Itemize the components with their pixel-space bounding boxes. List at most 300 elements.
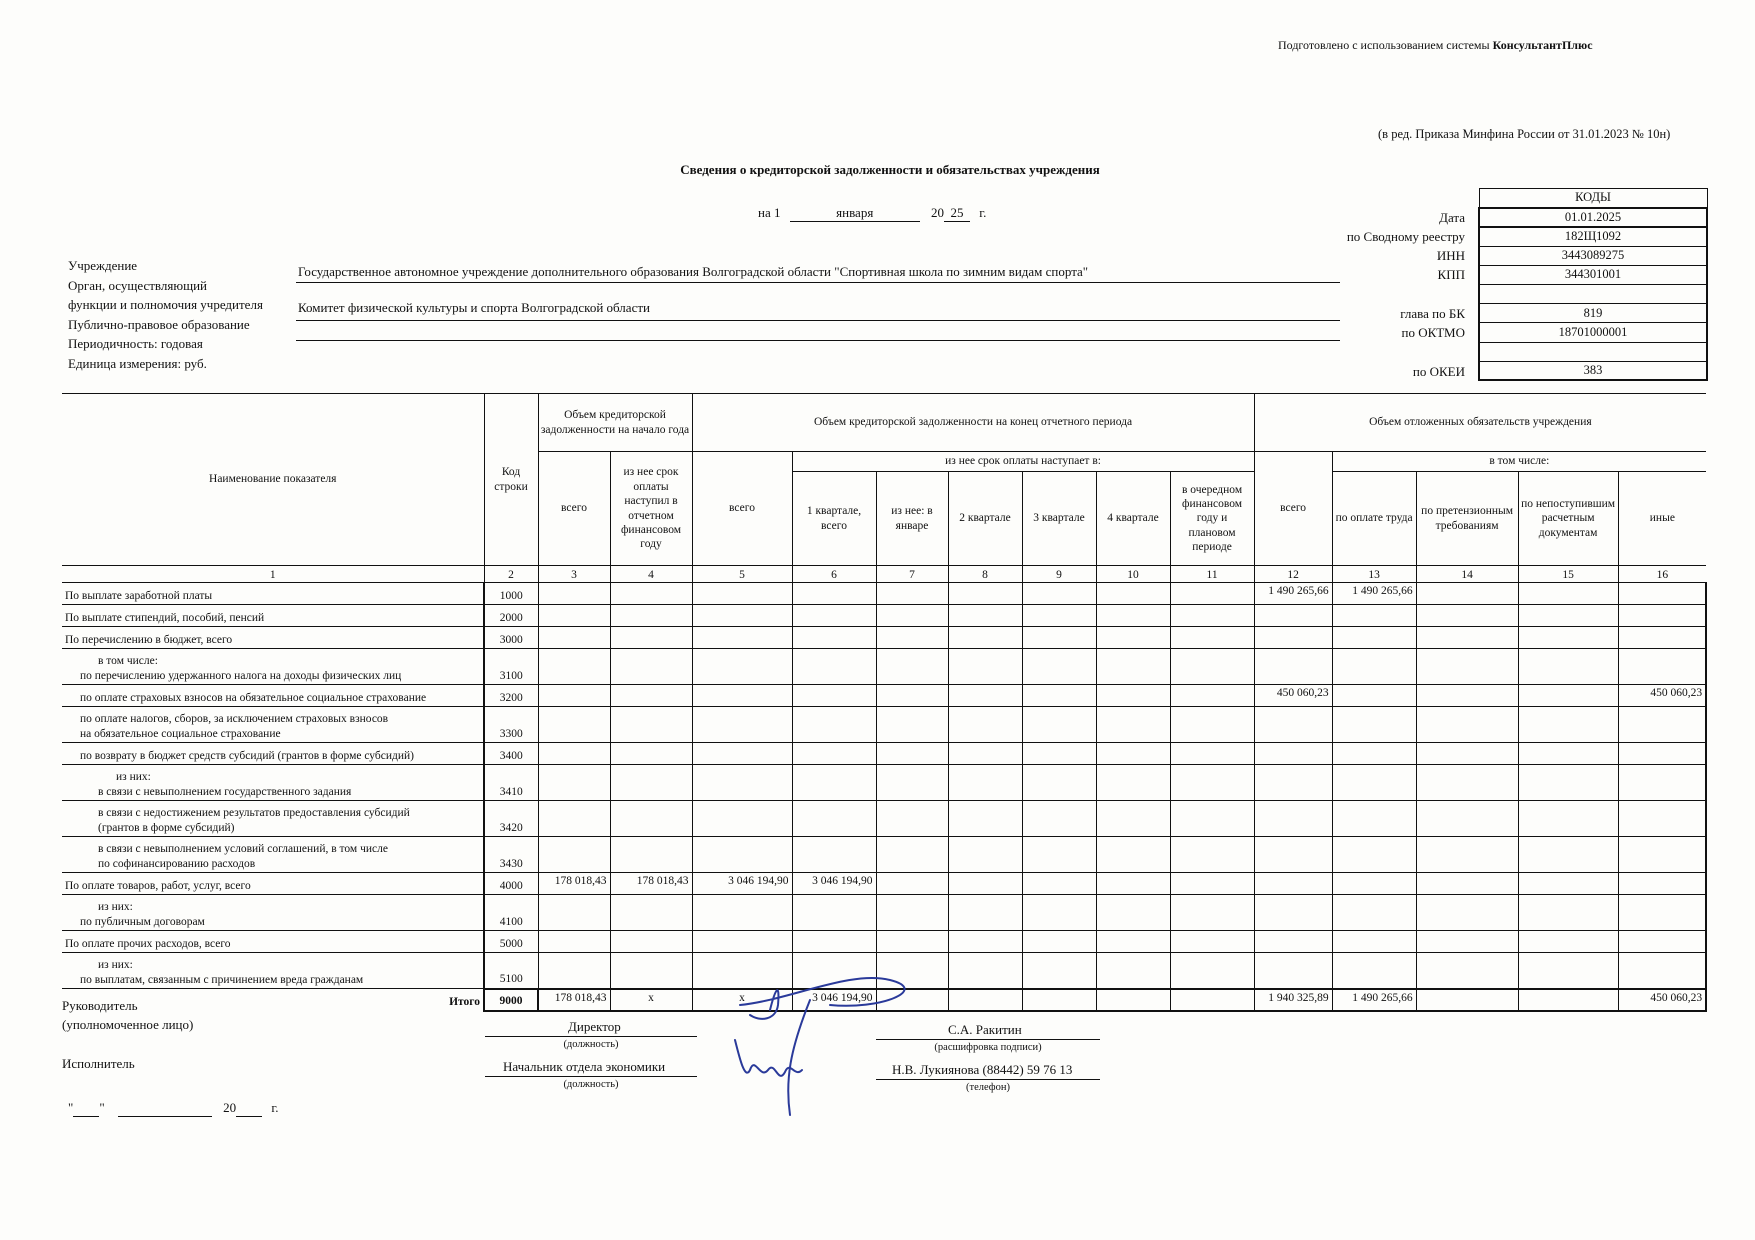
cell-col-14 (1416, 627, 1518, 649)
cell-col-8 (948, 707, 1022, 743)
cell-col-5 (692, 931, 792, 953)
cell-col-9 (1022, 743, 1096, 765)
cell-col-10 (1096, 605, 1170, 627)
cell-col-4 (610, 953, 692, 989)
h-start-overdue: из нее срок оплаты наступил в отчетном финансовом году (610, 452, 692, 566)
cell-col-6 (792, 605, 876, 627)
cell-col-11 (1170, 583, 1254, 605)
document-title: Сведения о кредиторской задолженности и обязательствах учреждения (680, 162, 1100, 177)
row-name-prefix: из них: (98, 901, 133, 914)
row-code: 9000 (484, 989, 538, 1011)
cell-col-6 (792, 707, 876, 743)
cell-col-4 (610, 605, 692, 627)
cell-col-10 (1096, 953, 1170, 989)
cell-col-3: 178 018,43 (538, 873, 610, 895)
cell-col-11 (1170, 685, 1254, 707)
cell-col-15 (1518, 583, 1618, 605)
row-name (62, 953, 484, 989)
cell-col-5 (692, 837, 792, 873)
cell-col-12 (1254, 627, 1332, 649)
cell-col-14 (1416, 953, 1518, 989)
cell-col-5 (692, 895, 792, 931)
cell-col-16 (1618, 649, 1706, 685)
cell-col-16 (1618, 707, 1706, 743)
cell-col-5 (692, 605, 792, 627)
cell-col-12 (1254, 707, 1332, 743)
h-end: Объем кредиторской задолженности на конец отчетного периода (692, 394, 1254, 452)
cell-col-4: x (610, 989, 692, 1011)
cell-col-13: 1 490 265,66 (1332, 583, 1416, 605)
cell-col-6 (792, 765, 876, 801)
public-entity-label: Публично-правовое образование (68, 317, 250, 332)
row-code: 3400 (484, 743, 538, 765)
cell-col-16 (1618, 583, 1706, 605)
prepared-brand: КонсультантПлюс (1492, 38, 1593, 52)
row-name-text: по публичным договорам (80, 915, 205, 928)
cell-col-16 (1618, 765, 1706, 801)
table-row (62, 605, 1706, 627)
column-number-13: 13 (1332, 566, 1416, 583)
cell-col-14 (1416, 743, 1518, 765)
cell-col-4 (610, 649, 692, 685)
h-docs: по непоступившим расчетным документам (1518, 472, 1618, 566)
cell-col-5 (692, 583, 792, 605)
cell-col-7 (876, 895, 948, 931)
as-of-year-prefix: 20 (930, 205, 944, 220)
date-label: Дата (1439, 210, 1465, 225)
cell-col-7 (876, 873, 948, 895)
row-name (62, 649, 484, 685)
h-labor: по оплате труда (1332, 472, 1416, 566)
exec-phone-caption: (телефон) (966, 1082, 1010, 1093)
cell-col-9 (1022, 801, 1096, 837)
cell-col-9 (1022, 685, 1096, 707)
cell-col-5 (692, 707, 792, 743)
cell-col-15 (1518, 605, 1618, 627)
as-of-suffix: г. (979, 205, 987, 220)
edition-note: (в ред. Приказа Минфина России от 31.01.2023 № 10н) (1378, 127, 1671, 141)
cell-col-3 (538, 685, 610, 707)
cell-col-11 (1170, 895, 1254, 931)
row-code: 3200 (484, 685, 538, 707)
table-row (62, 801, 1706, 837)
cell-col-3 (538, 837, 610, 873)
bk-label: глава по БК (1400, 306, 1465, 321)
cell-col-11 (1170, 873, 1254, 895)
cell-col-14 (1416, 649, 1518, 685)
cell-col-11 (1170, 605, 1254, 627)
row-name-text: По оплате товаров, работ, услуг, всего (65, 879, 251, 892)
cell-col-10 (1096, 583, 1170, 605)
cell-col-16 (1618, 837, 1706, 873)
cell-col-15 (1518, 685, 1618, 707)
row-name-text: (грантов в форме субсидий) (98, 821, 235, 834)
cell-col-9 (1022, 953, 1096, 989)
code-empty-2 (1479, 342, 1707, 361)
prepared-note (1278, 38, 1593, 53)
cell-col-5 (692, 743, 792, 765)
cell-col-4 (610, 583, 692, 605)
payables-table (62, 393, 1707, 1012)
cell-col-4 (610, 765, 692, 801)
cell-col-13 (1332, 743, 1416, 765)
founder-label-2: функции и полномочия учредителя (68, 297, 263, 312)
cell-col-7 (876, 649, 948, 685)
cell-col-16 (1618, 605, 1706, 627)
code-registry: 182Щ1092 (1479, 227, 1707, 246)
cell-col-10 (1096, 765, 1170, 801)
cell-col-13 (1332, 895, 1416, 931)
cell-col-5 (692, 765, 792, 801)
cell-col-6 (792, 743, 876, 765)
cell-col-14 (1416, 989, 1518, 1011)
cell-col-6 (792, 685, 876, 707)
cell-col-9 (1022, 605, 1096, 627)
h-start-total: всего (538, 452, 610, 566)
row-name (62, 743, 484, 765)
code-kpp: 344301001 (1479, 265, 1707, 284)
cell-col-13 (1332, 685, 1416, 707)
cell-col-13 (1332, 837, 1416, 873)
cell-col-13 (1332, 627, 1416, 649)
cell-col-13 (1332, 873, 1416, 895)
cell-col-16: 450 060,23 (1618, 989, 1706, 1011)
column-number-14: 14 (1416, 566, 1518, 583)
cell-col-10 (1096, 627, 1170, 649)
h-end-total: всего (692, 452, 792, 566)
cell-col-10 (1096, 931, 1170, 953)
cell-col-14 (1416, 801, 1518, 837)
table-body (62, 583, 1706, 1011)
cell-col-9 (1022, 931, 1096, 953)
row-name-text: в связи с невыполнением государственного задания (98, 785, 352, 798)
cell-col-6 (792, 931, 876, 953)
table-row (62, 743, 1706, 765)
cell-col-4 (610, 895, 692, 931)
head-label-2: (уполномоченное лицо) (62, 1017, 194, 1032)
okei-label: по ОКЕИ (1412, 364, 1465, 379)
column-number-12: 12 (1254, 566, 1332, 583)
column-number-10: 10 (1096, 566, 1170, 583)
cell-col-15 (1518, 707, 1618, 743)
public-entity-line (296, 340, 1340, 341)
h-next: в очередном финансовом году и плановом периоде (1170, 472, 1254, 566)
cell-col-15 (1518, 895, 1618, 931)
cell-col-9 (1022, 989, 1096, 1011)
cell-col-14 (1416, 873, 1518, 895)
cell-col-12 (1254, 873, 1332, 895)
row-name-text: на обязательное социальное страхование (80, 727, 281, 740)
cell-col-15 (1518, 743, 1618, 765)
cell-col-6 (792, 583, 876, 605)
cell-col-14 (1416, 605, 1518, 627)
cell-col-9 (1022, 873, 1096, 895)
column-number-7: 7 (876, 566, 948, 583)
cell-col-3 (538, 605, 610, 627)
exec-position-caption: (должность) (563, 1079, 619, 1090)
cell-col-3 (538, 895, 610, 931)
column-numbers (62, 566, 1706, 583)
cell-col-12 (1254, 605, 1332, 627)
handwritten-signature (730, 960, 960, 1120)
cell-col-11 (1170, 627, 1254, 649)
h-jan: из нее: в январе (876, 472, 948, 566)
cell-col-15 (1518, 801, 1618, 837)
institution-value: Государственное автономное учреждение дополнительного образования Волгоградской области "Спортивная школа по зимним видам спорта" (298, 264, 1089, 279)
date-year-prefix: 20 (223, 1100, 237, 1115)
codes-header: КОДЫ (1479, 189, 1707, 208)
row-name-text: по софинансированию расходов (98, 857, 256, 870)
cell-col-8 (948, 801, 1022, 837)
cell-col-8 (948, 931, 1022, 953)
date-quote-open: " (68, 1100, 74, 1115)
cell-col-14 (1416, 707, 1518, 743)
cell-col-6 (792, 627, 876, 649)
cell-col-14 (1416, 837, 1518, 873)
row-name (62, 801, 484, 837)
cell-col-7 (876, 801, 948, 837)
cell-col-4 (610, 801, 692, 837)
code-date: 01.01.2025 (1479, 208, 1707, 227)
cell-col-6 (792, 895, 876, 931)
sign-date (68, 1100, 279, 1117)
column-number-4: 4 (610, 566, 692, 583)
cell-col-15 (1518, 873, 1618, 895)
cell-col-12: 1 490 265,66 (1254, 583, 1332, 605)
cell-col-8 (948, 605, 1022, 627)
cell-col-7 (876, 627, 948, 649)
cell-col-16 (1618, 931, 1706, 953)
h-start: Объем кредиторской задолженности на начало года (538, 394, 692, 452)
code-bk: 819 (1479, 304, 1707, 323)
cell-col-10 (1096, 873, 1170, 895)
periodicity: Периодичность: годовая (68, 336, 203, 351)
cell-col-9 (1022, 583, 1096, 605)
cell-col-10 (1096, 895, 1170, 931)
cell-col-9 (1022, 627, 1096, 649)
cell-col-7 (876, 743, 948, 765)
cell-col-4 (610, 837, 692, 873)
cell-col-7 (876, 765, 948, 801)
cell-col-10 (1096, 801, 1170, 837)
registry-label: по Сводному реестру (1346, 229, 1465, 244)
row-name-text: по оплате страховых взносов на обязательное социальное страхование (80, 691, 427, 704)
cell-col-16 (1618, 873, 1706, 895)
row-name-text: По оплате прочих расходов, всего (65, 937, 231, 950)
cell-col-12 (1254, 765, 1332, 801)
cell-col-8 (948, 837, 1022, 873)
cell-col-11 (1170, 989, 1254, 1011)
cell-col-16 (1618, 895, 1706, 931)
h-name: Наименование показателя (62, 394, 484, 566)
cell-col-9 (1022, 765, 1096, 801)
as-of-prefix: на 1 (758, 205, 781, 220)
cell-col-5: x (692, 989, 792, 1011)
exec-position-line (485, 1076, 697, 1077)
cell-col-5 (692, 801, 792, 837)
row-name-prefix: в связи с невыполнением условий соглашений, в том числе (98, 843, 388, 856)
cell-col-12: 1 940 325,89 (1254, 989, 1332, 1011)
row-code: 3420 (484, 801, 538, 837)
cell-col-7 (876, 605, 948, 627)
cell-col-4 (610, 627, 692, 649)
cell-col-12 (1254, 953, 1332, 989)
cell-col-13: 1 490 265,66 (1332, 989, 1416, 1011)
cell-col-13 (1332, 649, 1416, 685)
cell-col-15 (1518, 837, 1618, 873)
cell-col-4 (610, 743, 692, 765)
cell-col-15 (1518, 765, 1618, 801)
head-position-caption: (должность) (563, 1039, 619, 1050)
code-oktmo: 18701000001 (1479, 323, 1707, 342)
oktmo-label: по ОКТМО (1401, 325, 1465, 340)
h-other: иные (1618, 472, 1706, 566)
row-name (62, 837, 484, 873)
cell-col-3 (538, 953, 610, 989)
cell-col-15 (1518, 649, 1618, 685)
date-quote-close: " (99, 1100, 105, 1115)
cell-col-7 (876, 837, 948, 873)
cell-col-11 (1170, 765, 1254, 801)
row-name (62, 931, 484, 953)
as-of-year: 25 (944, 205, 970, 222)
cell-col-6: 3 046 194,90 (792, 873, 876, 895)
row-name (62, 765, 484, 801)
table-row (62, 837, 1706, 873)
row-code: 3000 (484, 627, 538, 649)
cell-col-8 (948, 765, 1022, 801)
cell-col-13 (1332, 707, 1416, 743)
row-name (62, 627, 484, 649)
cell-col-11 (1170, 801, 1254, 837)
row-name (62, 895, 484, 931)
column-number-2: 2 (484, 566, 538, 583)
row-name-prefix: в том числе: (98, 655, 158, 668)
row-name-text: По выплате заработной платы (65, 589, 213, 602)
institution-label: Учреждение (68, 258, 138, 273)
cell-col-10 (1096, 685, 1170, 707)
codes-table (1478, 188, 1708, 381)
cell-col-10 (1096, 649, 1170, 685)
cell-col-12 (1254, 931, 1332, 953)
cell-col-9 (1022, 649, 1096, 685)
cell-col-9 (1022, 895, 1096, 931)
cell-col-13 (1332, 953, 1416, 989)
cell-col-10 (1096, 989, 1170, 1011)
row-code: 3430 (484, 837, 538, 873)
cell-col-15 (1518, 627, 1618, 649)
head-label-1: Руководитель (62, 998, 138, 1013)
cell-col-15 (1518, 953, 1618, 989)
row-code: 2000 (484, 605, 538, 627)
cell-col-11 (1170, 953, 1254, 989)
cell-col-5 (692, 649, 792, 685)
cell-col-5 (692, 627, 792, 649)
cell-col-14 (1416, 765, 1518, 801)
row-code: 5100 (484, 953, 538, 989)
date-month-blank (118, 1100, 212, 1117)
cell-col-6 (792, 649, 876, 685)
cell-col-11 (1170, 931, 1254, 953)
row-code: 5000 (484, 931, 538, 953)
column-number-6: 6 (792, 566, 876, 583)
row-name (62, 685, 484, 707)
row-name-text: по перечислению удержанного налога на доходы физических лиц (80, 669, 402, 682)
cell-col-14 (1416, 895, 1518, 931)
head-name-caption: (расшифровка подписи) (934, 1042, 1042, 1053)
cell-col-6: 3 046 194,90 (792, 989, 876, 1011)
row-name-text: Итого (449, 996, 480, 1009)
cell-col-7 (876, 685, 948, 707)
table-row (62, 765, 1706, 801)
cell-col-10 (1096, 743, 1170, 765)
cell-col-3 (538, 801, 610, 837)
unit: Единица измерения: руб. (68, 356, 207, 371)
column-number-16: 16 (1618, 566, 1706, 583)
prepared-prefix: Подготовлено с использованием системы (1278, 38, 1490, 52)
cell-col-14 (1416, 931, 1518, 953)
exec-phone: Н.В. Лукиянова (88442) 59 76 13 (892, 1062, 1073, 1077)
exec-label: Исполнитель (62, 1056, 135, 1071)
column-number-3: 3 (538, 566, 610, 583)
cell-col-12 (1254, 743, 1332, 765)
cell-col-7 (876, 931, 948, 953)
date-day-blank (73, 1100, 99, 1117)
h-q4: 4 квартале (1096, 472, 1170, 566)
cell-col-14 (1416, 685, 1518, 707)
row-code: 3100 (484, 649, 538, 685)
row-name-prefix: из них: (116, 771, 151, 784)
cell-col-3 (538, 707, 610, 743)
cell-col-3 (538, 627, 610, 649)
date-year-blank (236, 1100, 262, 1117)
head-position: Директор (568, 1019, 621, 1034)
cell-col-4: 178 018,43 (610, 873, 692, 895)
cell-col-12 (1254, 837, 1332, 873)
row-name (62, 583, 484, 605)
row-name-text: по выплатам, связанным с причинением вреда гражданам (80, 973, 364, 986)
cell-col-8 (948, 743, 1022, 765)
column-number-1: 1 (62, 566, 484, 583)
cell-col-5 (692, 685, 792, 707)
row-name-prefix: из них: (98, 959, 133, 972)
table-row (62, 931, 1706, 953)
column-number-9: 9 (1022, 566, 1096, 583)
row-name-text: по возврату в бюджет средств субсидий (грантов в форме субсидий) (80, 749, 414, 762)
cell-col-3 (538, 743, 610, 765)
row-code: 4000 (484, 873, 538, 895)
cell-col-12 (1254, 801, 1332, 837)
cell-col-14 (1416, 583, 1518, 605)
row-name-prefix: в связи с недостижением результатов предоставления субсидий (98, 807, 410, 820)
cell-col-10 (1096, 707, 1170, 743)
column-number-15: 15 (1518, 566, 1618, 583)
cell-col-5: 3 046 194,90 (692, 873, 792, 895)
cell-col-12: 450 060,23 (1254, 685, 1332, 707)
founder-label-1: Орган, осуществляющий (68, 278, 207, 293)
row-name (62, 707, 484, 743)
inn-label: ИНН (1436, 248, 1465, 263)
exec-position: Начальник отдела экономики (503, 1059, 666, 1074)
institution-line (296, 282, 1340, 283)
cell-col-8 (948, 583, 1022, 605)
cell-col-15 (1518, 931, 1618, 953)
row-code: 3410 (484, 765, 538, 801)
cell-col-4 (610, 707, 692, 743)
h-q2: 2 квартале (948, 472, 1022, 566)
founder-value: Комитет физической культуры и спорта Волгоградской области (298, 300, 650, 315)
row-code: 4100 (484, 895, 538, 931)
